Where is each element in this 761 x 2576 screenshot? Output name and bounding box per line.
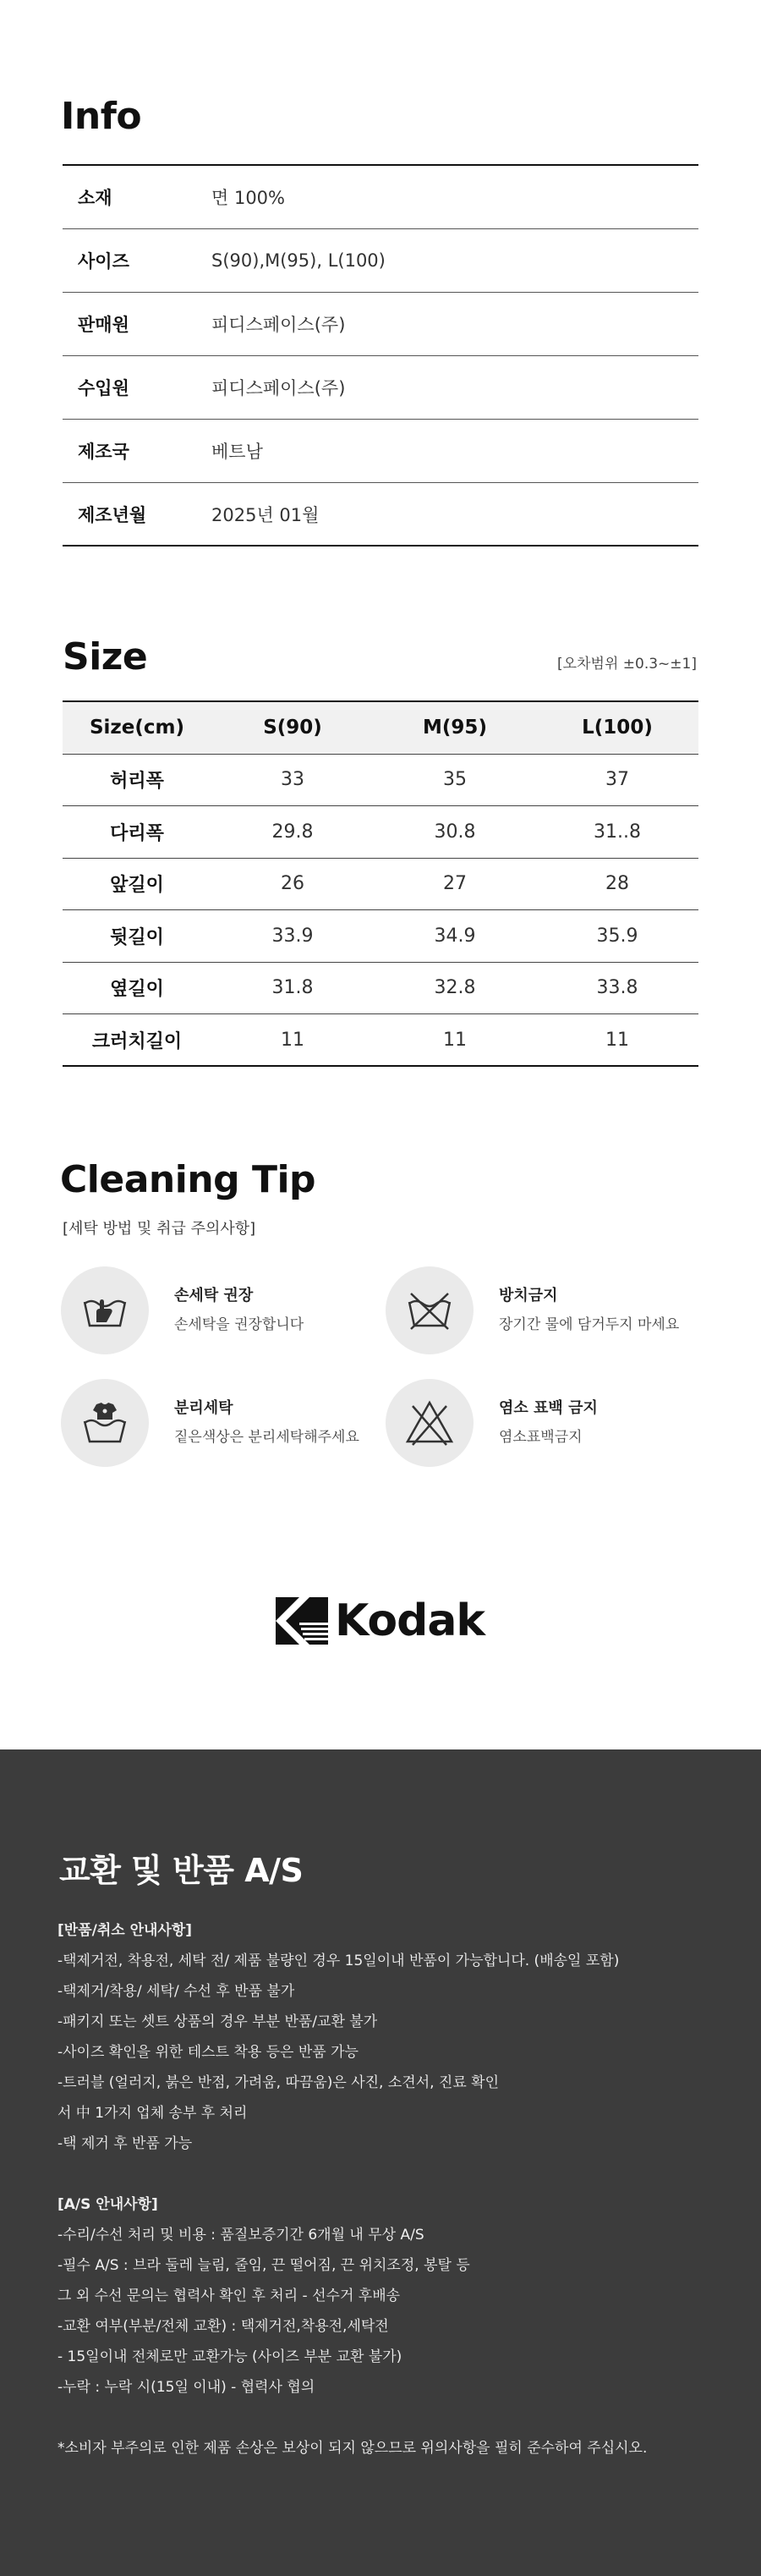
kodak-mark-icon <box>276 1597 328 1645</box>
size-header-cell: Size(cm) <box>63 701 211 754</box>
info-key: 사이즈 <box>78 251 129 272</box>
info-key: 제조년월 <box>78 504 147 525</box>
returns-line: -트러블 (얼러지, 붉은 반점, 가려움, 따끔움)은 사진, 소견서, 진료 확인 <box>57 2074 500 2091</box>
returns-line: -사이즈 확인을 위한 테스트 착용 등은 반품 가능 <box>57 2044 359 2061</box>
size-cell: 32.8 <box>374 962 536 1014</box>
cleaning-tip-name: 손세탁 권장 <box>174 1287 254 1304</box>
size-cell: 35 <box>374 754 536 806</box>
size-row <box>63 962 698 1014</box>
service-line: -누락 : 누락 시(15일 이내) - 협력사 협의 <box>57 2379 315 2396</box>
no-bleach-icon <box>386 1379 474 1467</box>
info-row <box>63 420 698 483</box>
service-line: -필수 A/S : 브라 둘레 늘림, 줄임, 끈 떨어짐, 끈 위치조정, 봉탈 등 <box>57 2257 470 2274</box>
cleaning-tip-name: 염소 표백 금지 <box>499 1399 598 1417</box>
size-cell: 34.9 <box>374 910 536 963</box>
returns-line: -택제거/착용/ 세탁/ 수선 후 반품 불가 <box>57 1983 295 2000</box>
cleaning-tip <box>386 1266 679 1354</box>
spacer <box>57 2159 717 2189</box>
as-section <box>0 1749 761 2576</box>
cleaning-tip <box>61 1266 304 1354</box>
cleaning-tip-desc: 염소표백금지 <box>499 1429 583 1446</box>
info-table <box>63 164 698 547</box>
info-row <box>63 483 698 547</box>
returns-line: -택제거전, 착용전, 세탁 전/ 제품 불량인 경우 15일이내 반품이 가능합니다. (배송일 포함) <box>57 1953 620 1969</box>
footer-note: *소비자 부주의로 인한 제품 손상은 보상이 되지 않으므로 위의사항을 필히 준수하여 주십시오. <box>57 2440 648 2457</box>
cleaning-tip-desc: 짙은색상은 분리세탁해주세요 <box>174 1429 359 1446</box>
service-line: 그 외 수선 문의는 협력사 확인 후 처리 - 선수거 후배송 <box>57 2288 401 2304</box>
size-header-cell: L(100) <box>536 701 698 754</box>
service-heading: [A/S 안내사항] <box>57 2196 158 2213</box>
size-tolerance-note: [오차범위 ±0.3~±1] <box>557 656 697 673</box>
cleaning-tip-text <box>174 1284 304 1337</box>
info-value: 베트남 <box>211 442 263 462</box>
size-row <box>63 754 698 806</box>
no-soak-icon <box>386 1266 474 1354</box>
returns-line: -패키지 또는 셋트 상품의 경우 부분 반품/교환 불가 <box>57 2013 378 2030</box>
cleaning-tip-name: 방치금지 <box>499 1287 558 1304</box>
info-value: 면 100% <box>211 188 285 208</box>
size-cell: 27 <box>374 858 536 910</box>
size-table <box>63 700 698 1067</box>
cleaning-tip-desc: 손세탁을 권장합니다 <box>174 1316 304 1333</box>
size-title: Size <box>63 635 148 678</box>
size-cell: 35.9 <box>536 910 698 963</box>
service-line: -교환 여부(부분/전체 교환) : 택제거전,착용전,세탁전 <box>57 2318 389 2335</box>
hand-wash-icon <box>61 1266 149 1354</box>
info-value: 2025년 01월 <box>211 504 320 525</box>
info-value: 피디스페이스(주) <box>211 315 346 335</box>
size-row <box>63 910 698 963</box>
size-row <box>63 1014 698 1067</box>
wash-separately-icon <box>61 1379 149 1467</box>
size-cell: 33 <box>211 754 374 806</box>
returns-line: -택 제거 후 반품 가능 <box>57 2135 193 2152</box>
info-row <box>63 166 698 229</box>
returns-line: 서 中 1가지 업체 송부 후 처리 <box>57 2105 248 2122</box>
size-cell: 33.8 <box>536 962 698 1014</box>
size-row-label: 앞길이 <box>63 858 211 910</box>
size-row <box>63 858 698 910</box>
size-cell: 31.8 <box>211 962 374 1014</box>
as-body <box>57 1915 717 2463</box>
info-row <box>63 356 698 420</box>
size-row <box>63 806 698 859</box>
info-key: 판매원 <box>78 315 129 335</box>
size-row-label: 다리폭 <box>63 806 211 859</box>
size-cell: 31..8 <box>536 806 698 859</box>
brand-wordmark: Kodak <box>335 1596 485 1646</box>
size-cell: 28 <box>536 858 698 910</box>
cleaning-tip-text <box>499 1397 598 1449</box>
size-header-row <box>63 701 698 754</box>
size-cell: 11 <box>374 1014 536 1067</box>
size-row-label: 크러치길이 <box>63 1014 211 1067</box>
spacer <box>57 2403 717 2433</box>
cleaning-tip-text <box>499 1284 679 1337</box>
cleaning-title: Cleaning Tip <box>60 1158 316 1201</box>
info-value: S(90),M(95), L(100) <box>211 250 386 271</box>
info-key: 소재 <box>78 188 112 208</box>
returns-heading: [반품/취소 안내사항] <box>57 1922 193 1939</box>
brand-logo <box>276 1596 485 1646</box>
size-row-label: 옆길이 <box>63 962 211 1014</box>
info-title: Info <box>61 95 142 138</box>
size-cell: 30.8 <box>374 806 536 859</box>
size-header-cell: S(90) <box>211 701 374 754</box>
service-line: - 15일이내 전체로만 교환가능 (사이즈 부분 교환 불가) <box>57 2348 402 2365</box>
size-cell: 29.8 <box>211 806 374 859</box>
size-row-label: 허리폭 <box>63 754 211 806</box>
info-value: 피디스페이스(주) <box>211 378 346 398</box>
cleaning-tip-text <box>174 1397 359 1449</box>
cleaning-tip-desc: 장기간 물에 담거두지 마세요 <box>499 1316 680 1333</box>
size-cell: 26 <box>211 858 374 910</box>
as-title: 교환 및 반품 A/S <box>59 1852 304 1889</box>
size-cell: 33.9 <box>211 910 374 963</box>
size-header-cell: M(95) <box>374 701 536 754</box>
info-row <box>63 229 698 293</box>
cleaning-tip <box>61 1379 359 1467</box>
info-key: 수입원 <box>78 378 129 398</box>
info-key: 제조국 <box>78 442 129 462</box>
size-cell: 37 <box>536 754 698 806</box>
size-row-label: 뒷길이 <box>63 910 211 963</box>
cleaning-tip-name: 분리세탁 <box>174 1399 233 1417</box>
service-line: -수리/수선 처리 및 비용 : 품질보증기간 6개월 내 무상 A/S <box>57 2227 424 2244</box>
size-cell: 11 <box>536 1014 698 1067</box>
cleaning-tip <box>386 1379 598 1467</box>
size-cell: 11 <box>211 1014 374 1067</box>
info-row <box>63 293 698 356</box>
cleaning-subtitle: [세탁 방법 및 취급 주의사항] <box>63 1220 256 1238</box>
